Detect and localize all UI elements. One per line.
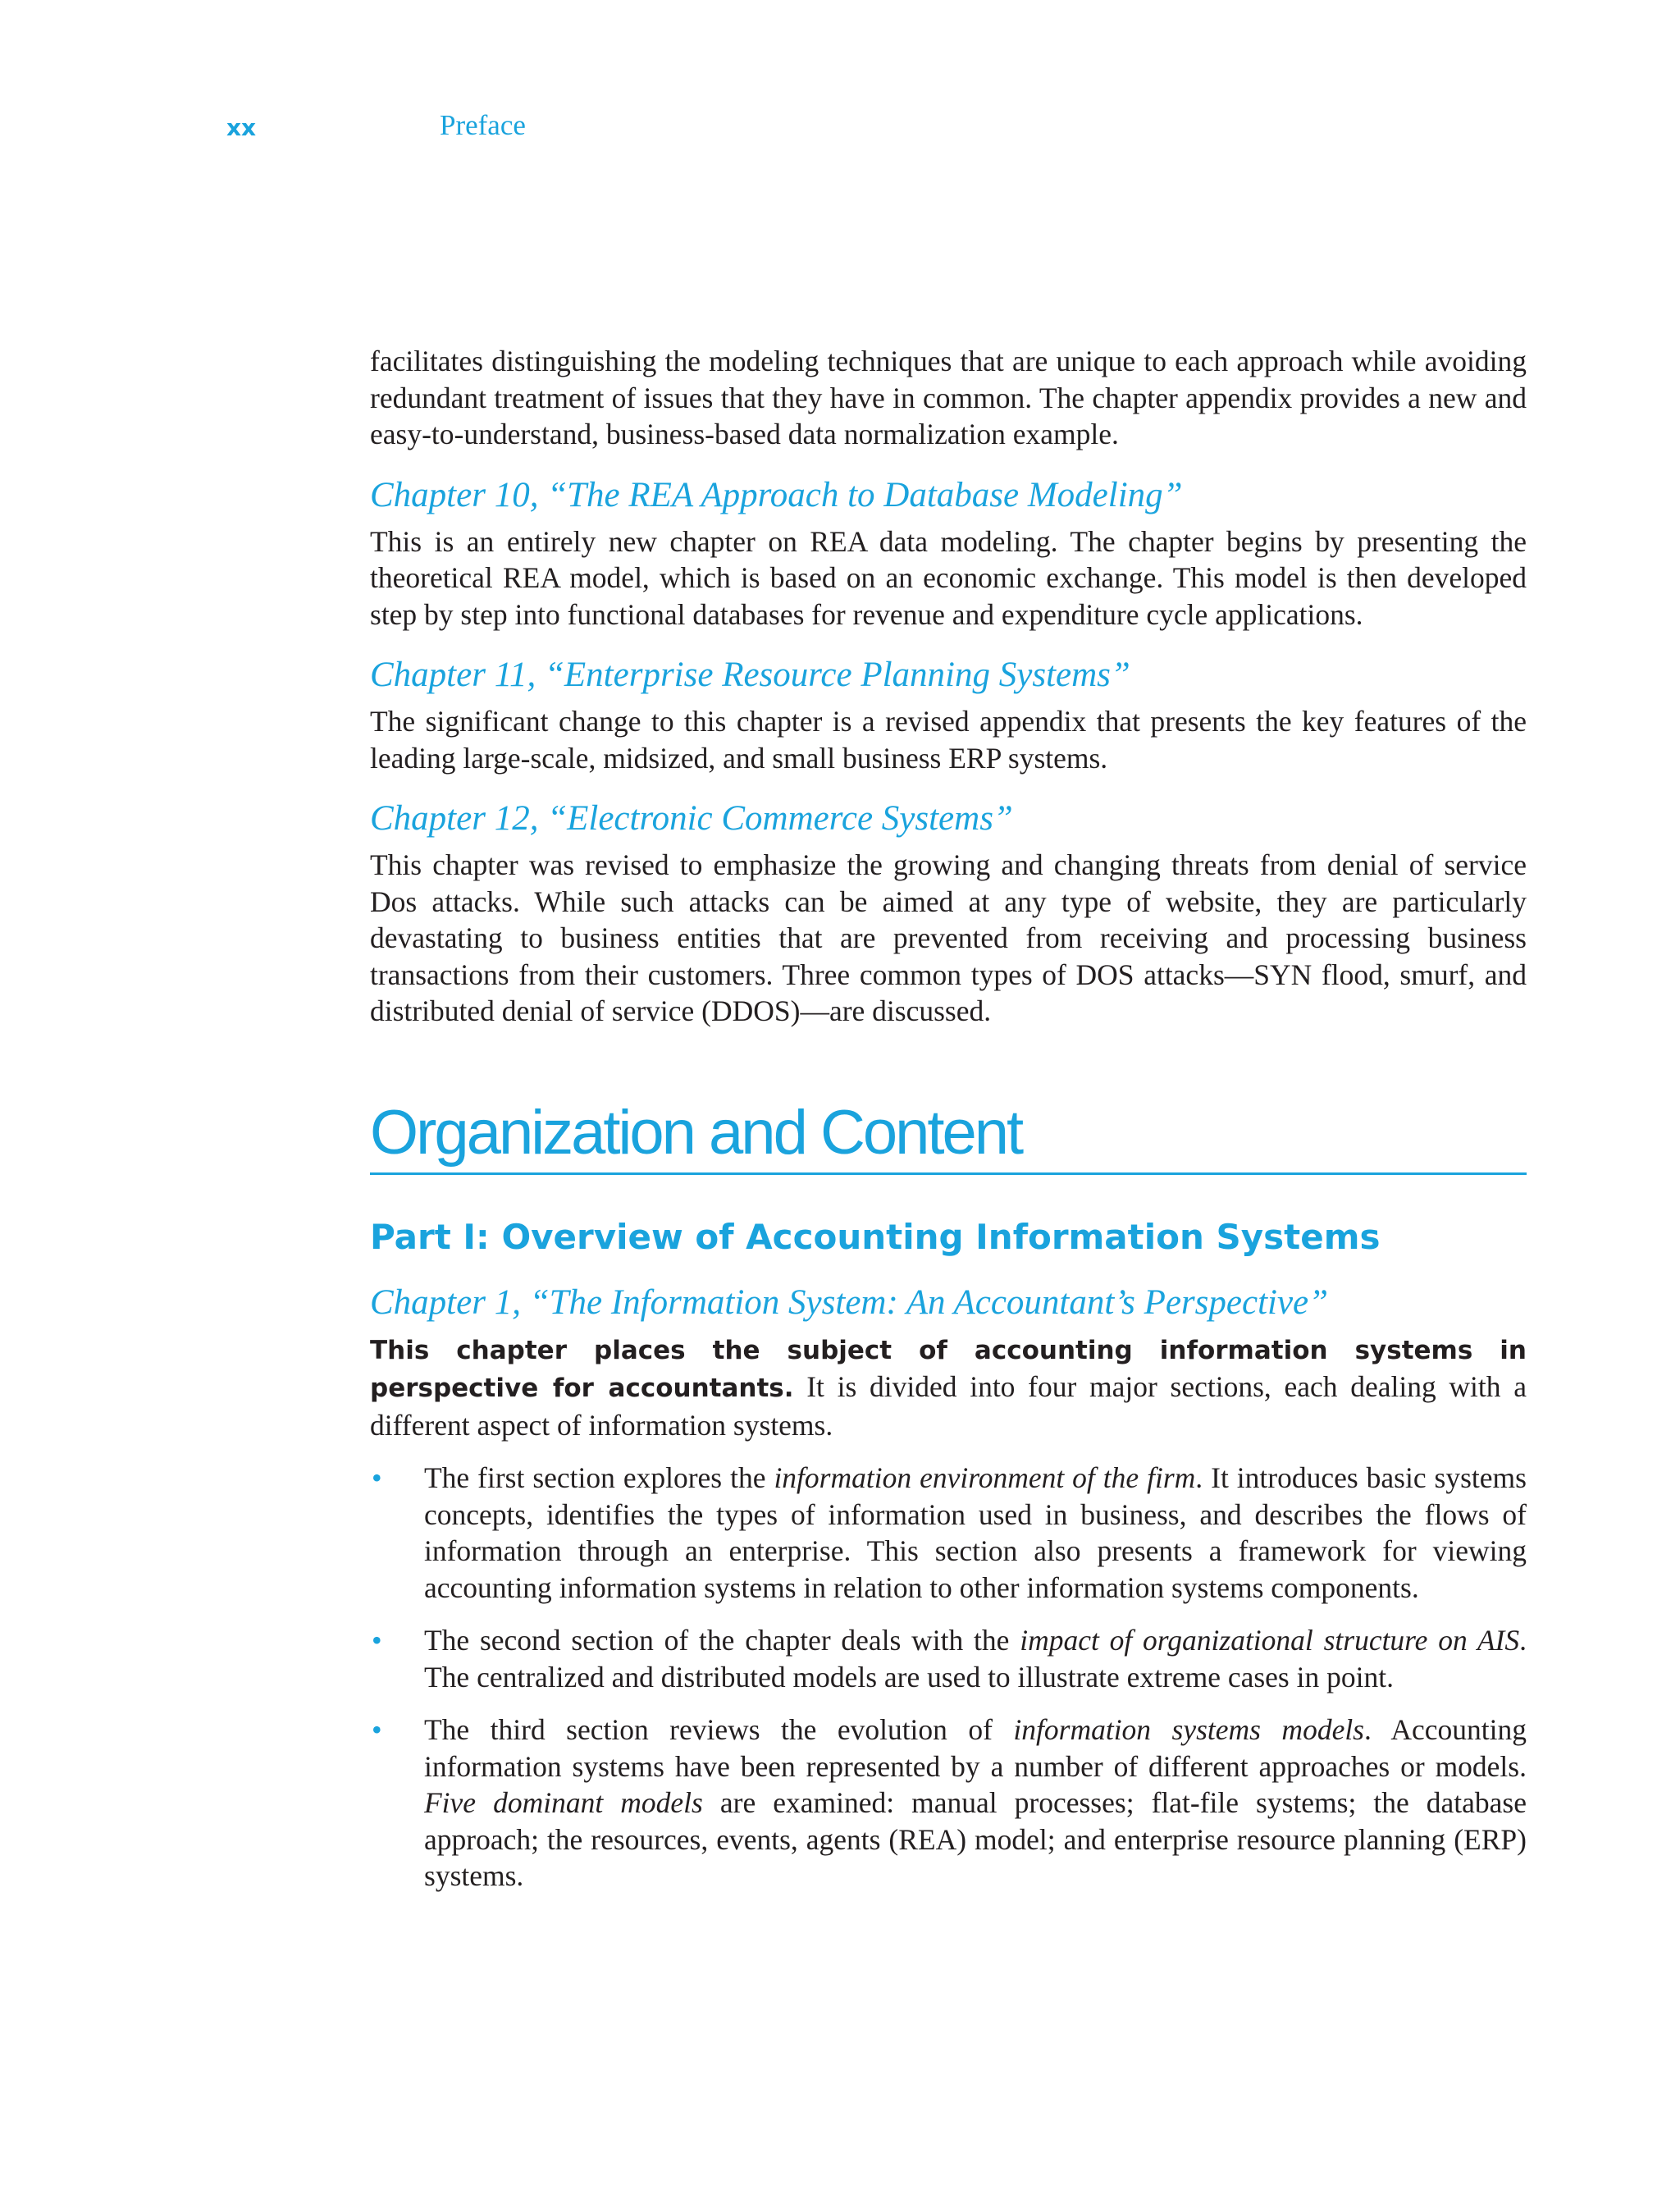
list-item (370, 1622, 1527, 1695)
intro-paragraph: facilitates distinguishing the modeling techniques that are unique to each approach while avoiding redundant treatment of issues that they have in common. The chapter appendix provides a new and easy-to-understand, business-based data normalization example. (370, 345, 1527, 450)
organization-heading: Organization and Content (370, 1095, 1527, 1175)
page-content (370, 343, 1527, 1911)
running-head (0, 109, 1680, 145)
chapter-1-heading: Chapter 1, “The Information System: An Accountant’s Perspective” (370, 1282, 1329, 1322)
chapter-11-heading: Chapter 11, “Enterprise Resource Planning Systems” (370, 656, 1130, 694)
list-item (370, 1712, 1527, 1895)
part-1-heading: Part I: Overview of Accounting Information Systems (370, 1216, 1381, 1257)
chapter-1-intro (370, 1331, 1527, 1444)
list-item (370, 1460, 1527, 1606)
chapter-10-paragraph: This is an entirely new chapter on REA data modeling. The chapter begins by presenting the theoretical REA model, which is based on an economic exchange. This model is then developed step by step into functional databases for revenue and expenditure cycle applications. (370, 524, 1527, 631)
list-item-text: The first section explores the information environment of the firm. It introduces basic systems concepts, identifies the types of information used in business, and describes the flows of information through an enterprise. This section also presents a framework for viewing accounting information systems in relation to other information systems components. (424, 1461, 1527, 1604)
chapter-12-heading: Chapter 12, “Electronic Commerce Systems” (370, 799, 1013, 838)
list-item-text: The third section reviews the evolution of information systems models. Accounting information systems have been represented by a number of different approaches or models. Five dominant models are examined: manual processes; flat-file systems; the database approach; the resources, events, agents (REA) model; and enterprise resource planning (ERP) systems. (424, 1713, 1527, 1892)
bullet-icon: • (372, 1713, 382, 1746)
chapter-12-paragraph: This chapter was revised to emphasize the growing and changing threats from denial of service Dos attacks. While such attacks can be aimed at any type of website, they are particularly devastating to business entities that are prevented from receiving and processing business transactions from their customers. Three common types of DOS attacks—SYN flood, smurf, and distributed denial of service (DDOS)—are discussed. (370, 848, 1527, 1027)
page-number: xx (226, 114, 257, 141)
chapter-1-lead-bold: This chapter places the subject of accounting information systems in perspective for accountants. (370, 1335, 1527, 1403)
chapter-10-heading: Chapter 10, “The REA Approach to Database Modeling” (370, 475, 1183, 514)
bullet-icon: • (372, 1624, 382, 1657)
bullet-icon: • (372, 1461, 382, 1494)
chapter-11-paragraph: The significant change to this chapter is a revised appendix that presents the key features of the leading large-scale, midsized, and small business ERP systems. (370, 705, 1527, 775)
chapter-1-sections-list (370, 1460, 1527, 1895)
list-item-text: The second section of the chapter deals with the impact of organizational structure on AIS. The centralized and distributed models are used to illustrate extreme cases in point. (424, 1624, 1527, 1693)
chapter-1-lead-text: It is divided into four major sections, each dealing with a different aspect of information systems. (370, 1370, 1527, 1442)
running-head-title: Preface (440, 109, 526, 141)
